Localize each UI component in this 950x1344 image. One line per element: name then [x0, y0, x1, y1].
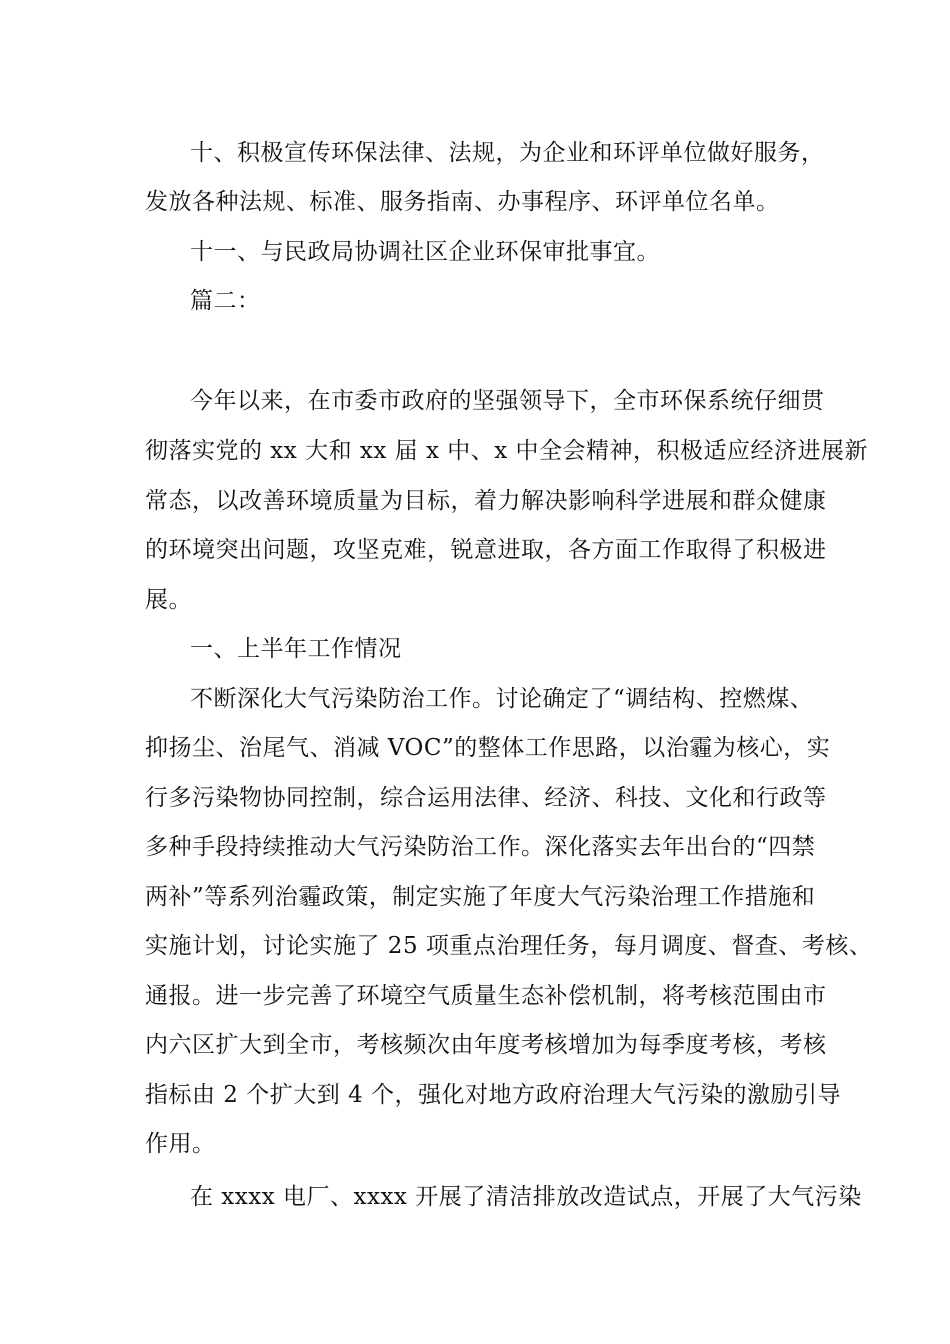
paragraph-line: 不断深化大气污染防治工作。讨论确定了“调结构、控燃煤、 [190, 686, 814, 712]
paragraph-line: 两补”等系列治霾政策，制定实施了年度大气污染治理工作措施和 [145, 884, 816, 910]
paragraph-line: 彻落实党的 xx 大和 xx 届 x 中、x 中全会精神，积极适应经济进展新 [145, 438, 869, 464]
paragraph-line: 抑扬尘、治尾气、消减 VOC”的整体工作思路，以治霾为核心，实 [145, 735, 831, 761]
paragraph-line: 十、积极宣传环保法律、法规，为企业和环评单位做好服务， [190, 140, 825, 166]
paragraph-line: 的环境突出问题，攻坚克难，锐意进取，各方面工作取得了积极进 [145, 537, 827, 563]
paragraph-line: 内六区扩大到全市，考核频次由年度考核增加为每季度考核，考核 [145, 1032, 827, 1058]
paragraph-line: 在 xxxx 电厂、xxxx 开展了清洁排放改造试点，开展了大气污染 [190, 1184, 862, 1210]
paragraph-line: 实施计划，讨论实施了 25 项重点治理任务，每月调度、督查、考核、 [145, 933, 873, 959]
paragraph-line: 作用。 [145, 1131, 216, 1157]
paragraph-line: 今年以来，在市委市政府的坚强领导下，全市环保系统仔细贯 [190, 388, 825, 414]
paragraph-line: 指标由 2 个扩大到 4 个，强化对地方政府治理大气污染的激励引导 [145, 1082, 842, 1108]
paragraph-line: 通报。进一步完善了环境空气质量生态补偿机制，将考核范围由市 [145, 983, 827, 1009]
paragraph-line: 常态，以改善环境质量为目标，着力解决影响科学进展和群众健康 [145, 488, 827, 514]
paragraph-line: 发放各种法规、标准、服务指南、办事程序、环评单位名单。 [145, 189, 780, 215]
section-heading: 一、上半年工作情况 [190, 636, 402, 662]
paragraph-line: 十一、与民政局协调社区企业环保审批事宜。 [190, 239, 660, 265]
paragraph-line: 行多污染物协同控制，综合运用法律、经济、科技、文化和行政等 [145, 785, 827, 811]
paragraph-line: 多种手段持续推动大气污染防治工作。深化落实去年出台的“四禁 [145, 834, 816, 860]
paragraph-line: 展。 [145, 587, 192, 613]
section-heading: 篇二： [190, 288, 261, 314]
